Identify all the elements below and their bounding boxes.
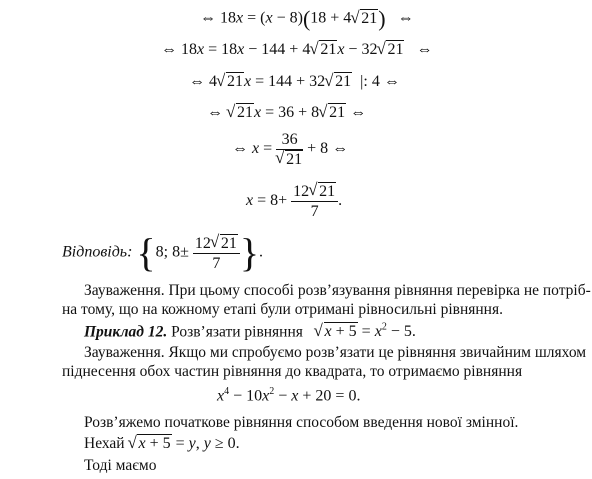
equation-line-3: ⇔ 4√ 21x = 144 + 32√ 21 |: 4 ⇔ (189, 73, 400, 91)
iff-symbol: ⇔ (383, 73, 400, 90)
equation-line-4: ⇔ √ 21x = 36 + 8√ 21 ⇔ (207, 104, 366, 122)
iff-symbol: ⇔ (416, 41, 433, 58)
equation-line-1: ⇔ 18x = (x − 8)(18 + 4√ 21) ⇔ (200, 6, 414, 32)
example-12-line: Приклад 12. Розв’язати рівняння √ $x + 5 = x^2 - 5$. (84, 322, 416, 341)
iff-symbol: ⇔ (200, 9, 216, 27)
iff-symbol: ⇔ (350, 104, 367, 121)
remark-2-line-2: піднесення обох частин рівняння до квадрата, то отримаємо рівняння (62, 363, 523, 380)
equation-line-5: ⇔ x = 36 √ 21 + 8 ⇔ (232, 131, 348, 168)
sqrt-21: √ 21 (211, 235, 238, 252)
sqrt-21: √ 21 (227, 104, 254, 122)
iff-symbol: ⇔ (332, 140, 349, 158)
quartic-equation: $x^4 - 10x^2 - x + 20 = 0$. (217, 386, 361, 405)
iff-symbol: ⇔ (161, 41, 177, 58)
sqrt-21: √ 21 (310, 41, 337, 59)
remark-1-line-2: на тому, що на кожному етапі були отримані рівносильні рівняння. (62, 301, 503, 318)
sqrt-21: √ 21 (325, 73, 352, 91)
remark-1-line-1: Зауваження. При цьому способі розв’язування рівняння перевірка не потріб- (84, 282, 591, 299)
equation-line-2: ⇔ 18x = 18x − 144 + 4√ 21x − 32√ 21 ⇔ (161, 41, 432, 59)
example-task: Розв’язати рівняння (171, 323, 303, 341)
sqrt-21: √ 21 (309, 183, 336, 200)
fraction-12sqrt21-over-7: $\frac{12√ 21}{7}$ (193, 235, 240, 272)
then-line: Тоді маємо (84, 457, 157, 474)
iff-symbol: ⇔ (232, 140, 248, 158)
answer-line: Відповідь: {8; 8± $\frac{12√ 21}{7}$ }. (62, 233, 263, 273)
sqrt-21: √ 21 (351, 10, 378, 28)
fraction-36-over-sqrt21: 36 √ 21 (276, 131, 303, 168)
sqrt-21: √ 21 (217, 73, 244, 91)
sqrt-21: √ 21 (319, 104, 346, 122)
let-line: Нехай √ x + 5 = y, y ≥ 0. (84, 435, 240, 453)
sqrt-x-plus-5: √ x + 5 (128, 435, 171, 453)
iff-symbol: ⇔ (397, 9, 414, 27)
iff-symbol: ⇔ (189, 73, 205, 90)
remark-2-line-1: Зауваження. Якщо ми спробуємо розв’язати це рівняння звичайним шляхом (84, 344, 587, 361)
example-title: Приклад 12. (84, 323, 168, 341)
sqrt-21: √ 21 (276, 151, 303, 168)
sqrt-21: √ 21 (377, 41, 404, 59)
solve-line: Розв’яжемо початкове рівняння способом введення нової змінної. (84, 414, 519, 431)
iff-symbol: ⇔ (207, 104, 223, 121)
equation-line-6: x = 8+ $\frac{12√ 21}{7}$ . (246, 183, 342, 220)
answer-label: Відповідь (62, 243, 128, 261)
fraction-12sqrt21-over-7: $\frac{12√ 21}{7}$ (291, 183, 338, 220)
sqrt-x-plus-5: √ x + 5 (315, 323, 358, 341)
